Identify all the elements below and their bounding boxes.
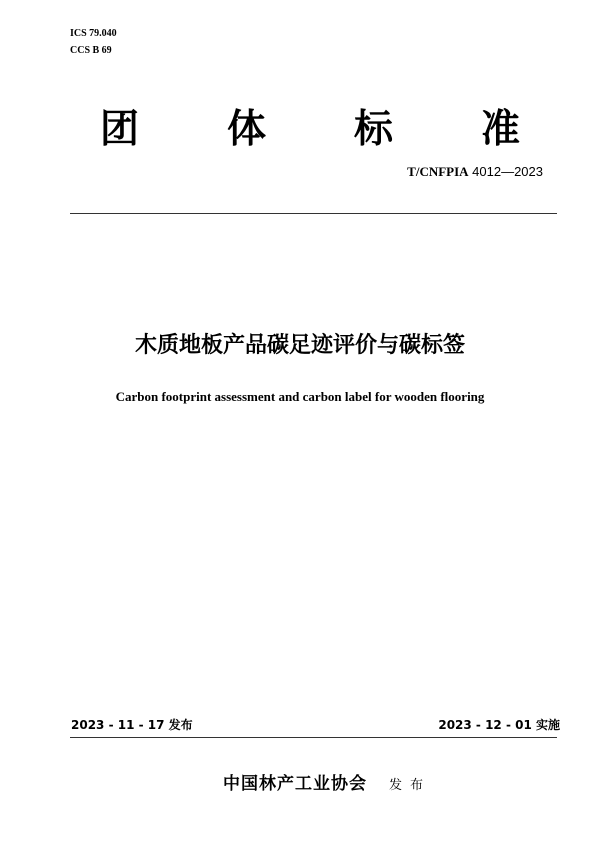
issue-date: 2023 - 11 - 17 发布 (71, 718, 193, 732)
ccs-code: CCS B 69 (70, 45, 112, 56)
doc-type-char: 准 (480, 107, 520, 152)
publisher (223, 771, 431, 799)
standard-number (407, 164, 543, 180)
implementation-date: 2023 - 12 - 01 实施 (438, 718, 560, 732)
doc-type-char: 团 (100, 107, 140, 152)
document-type-heading (100, 104, 520, 156)
title-chinese: 木质地板产品碳足迹评价与碳标签 (134, 333, 465, 358)
ics-code: ICS 79.040 (70, 28, 117, 39)
title-english: Carbon footprint assessment and carbon label for wooden flooring (115, 389, 485, 404)
bottom-divider (70, 737, 557, 738)
doc-type-char: 标 (353, 107, 393, 152)
standard-number-prefix: T/CNFPIA (407, 164, 469, 179)
publish-action: 发布 (389, 778, 432, 793)
publisher-organization: 中国林产工业协会 (223, 774, 367, 794)
doc-type-char: 体 (226, 107, 266, 152)
top-divider (70, 213, 557, 214)
standard-number-value: 4012—2023 (468, 164, 543, 179)
